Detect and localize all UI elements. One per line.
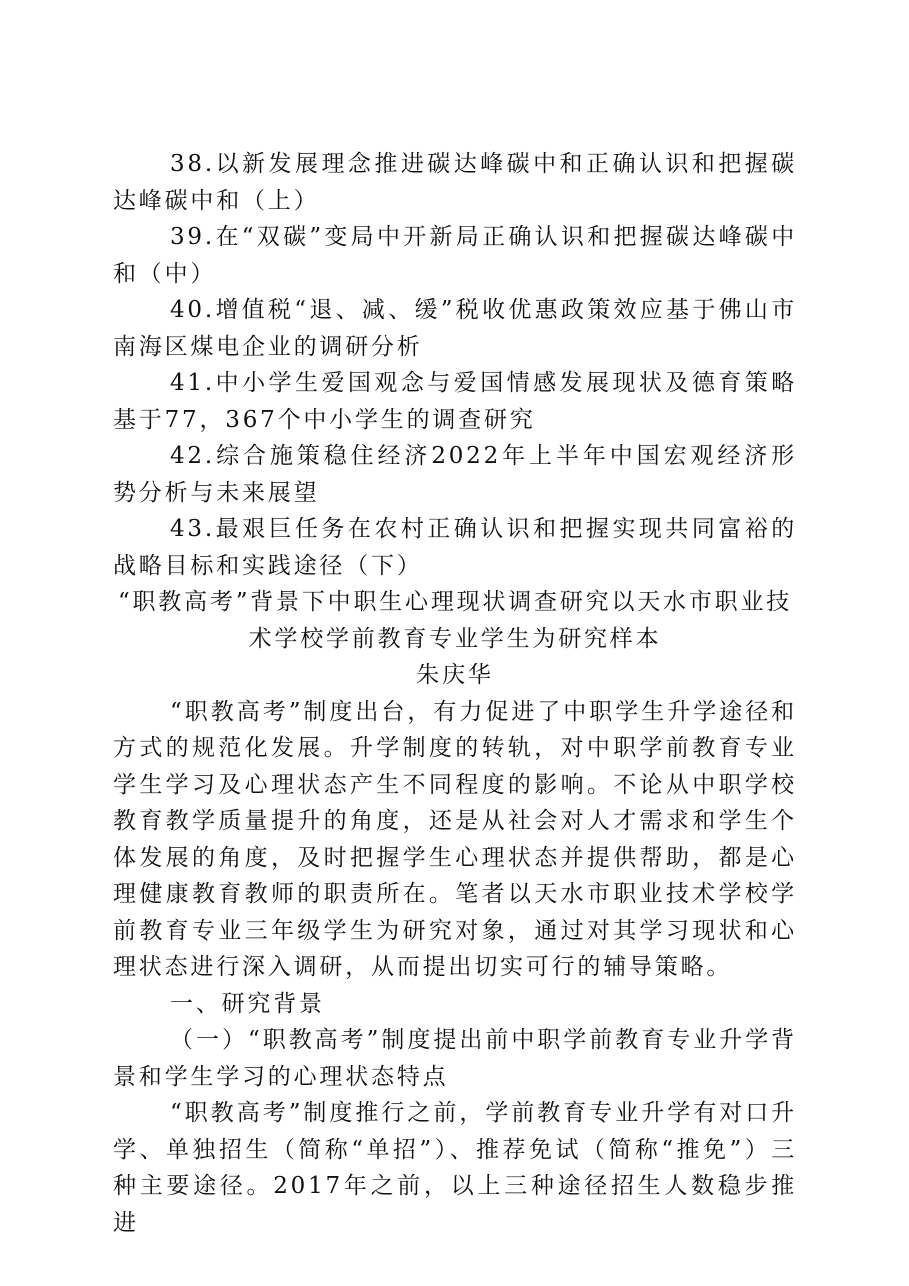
body-paragraph: “职教高考”制度出台，有力促进了中职学生升学途径和方式的规范化发展。升学制度的转轨，对中职学前教育专业学生学习及心理状态产生不同程度的影响。不论从中职学校教育教学质量提升的角度，还是从社会对人才需求和学生个体发展的角度，及时把握学生心理状态并提供帮助，都是心理健康教育教师的职责所在。笔者以天水市职业技术学校学前教育专业三年级学生为研究对象，通过对其学习现状和心理状态进行深入调研，从而提出切实可行的辅导策略。 [113, 698, 797, 980]
list-item: 40.增值税“退、减、缓”税收优惠政策效应基于佛山市南海区煤电企业的调研分析 [113, 297, 797, 360]
article-author: 朱庆华 [416, 662, 494, 688]
article-title: “职教高考”背景下中职生心理现状调查研究以天水市职业技术学校学前教育专业学生为研究样本 [117, 589, 793, 652]
list-item: 42.综合施策稳住经济2022年上半年中国宏观经济形势分析与未来展望 [113, 443, 797, 506]
list-item: 41.中小学生爱国观念与爱国情感发展现状及德育策略基于77，367个中小学生的调查研究 [113, 370, 797, 433]
section-heading: 一、研究背景 [170, 990, 325, 1017]
list-item: 43.最艰巨任务在农村正确认识和把握实现共同富裕的战略目标和实践途径（下） [113, 516, 797, 579]
list-item: 38.以新发展理念推进碳达峰碳中和正确认识和把握碳达峰碳中和（上） [113, 151, 797, 214]
subsection-heading: （一）“职教高考”制度提出前中职学前教育专业升学背景和学生学习的心理状态特点 [113, 1027, 797, 1090]
document-body [113, 146, 797, 1241]
list-item: 39.在“双碳”变局中开新局正确认识和把握碳达峰碳中和（中） [113, 224, 797, 287]
body-paragraph: “职教高考”制度推行之前，学前教育专业升学有对口升学、单独招生（简称“单招”）、推荐免试（简称“推免”）三种主要途径。2017年之前，以上三种途径招生人数稳步推进 [113, 1100, 797, 1236]
